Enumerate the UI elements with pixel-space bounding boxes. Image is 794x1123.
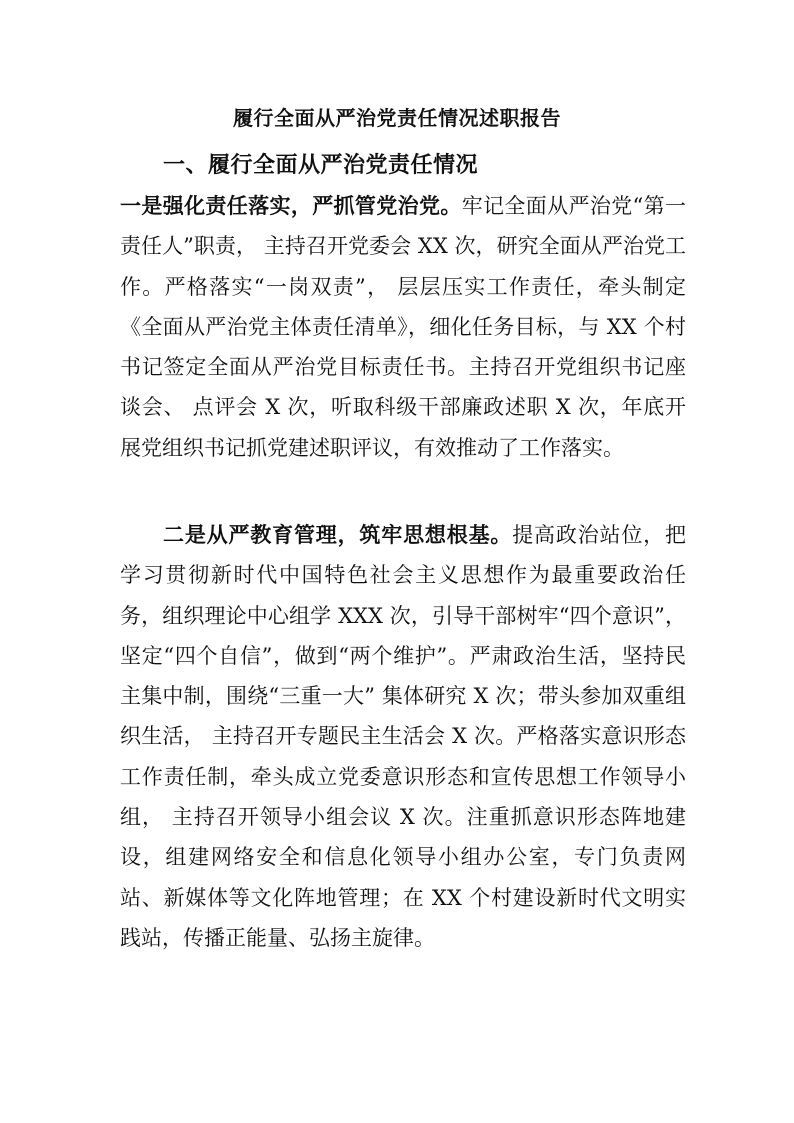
paragraph-1-body: 牢记全面从严治党“第一责任人”职责， 主持召开党委会 XX 次，研究全面从严治党工作。严格落实“一岗双责”， 层层压实工作责任，牵头制定《全面从严治党主体责任清单》，细化任务目标，与 XX 个村书记签定全面从严治党目标责任书。主持召开党组织书记座谈会、 点评会 X 次，听取科级干部廉政述职 X 次，年底开展党组织书记抓党建述职评议，有效推动了工作落实。 xyxy=(120,194,686,460)
paragraph-1 xyxy=(120,186,686,468)
paragraph-2 xyxy=(120,515,686,958)
document-title: 履行全面从严治党责任情况述职报告 xyxy=(233,106,561,130)
paragraph-1-lead: 一是强化责任落实，严抓管党治党。 xyxy=(120,193,462,218)
paragraph-2-lead: 二是从严教育管理，筑牢思想根基。 xyxy=(163,522,513,547)
section-heading: 一、履行全面从严治党责任情况 xyxy=(163,152,479,178)
paragraph-2-body: 提高政治站位，把学习贯彻新时代中国特色社会主义思想作为最重要政治任务，组织理论中心组学 XXX 次，引导干部树牢“四个意识”，坚定“四个自信”，做到“两个维护”。严肃政治生活，坚持民主集中制，围绕“三重一大” 集体研究 X 次；带头参加双重组织生活， 主持召开专题民主生活会 X 次。严格落实意识形态工作责任制，牵头成立党委意识形态和宣传思想工作领导小组， 主持召开领导小组会议 X 次。注重抓意识形态阵地建设，组建网络安全和信息化领导小组办公室，专门负责网站、新媒体等文化阵地管理；在 XX 个村建设新时代文明实践站，传播正能量、弘扬主旋律。 xyxy=(120,523,687,950)
